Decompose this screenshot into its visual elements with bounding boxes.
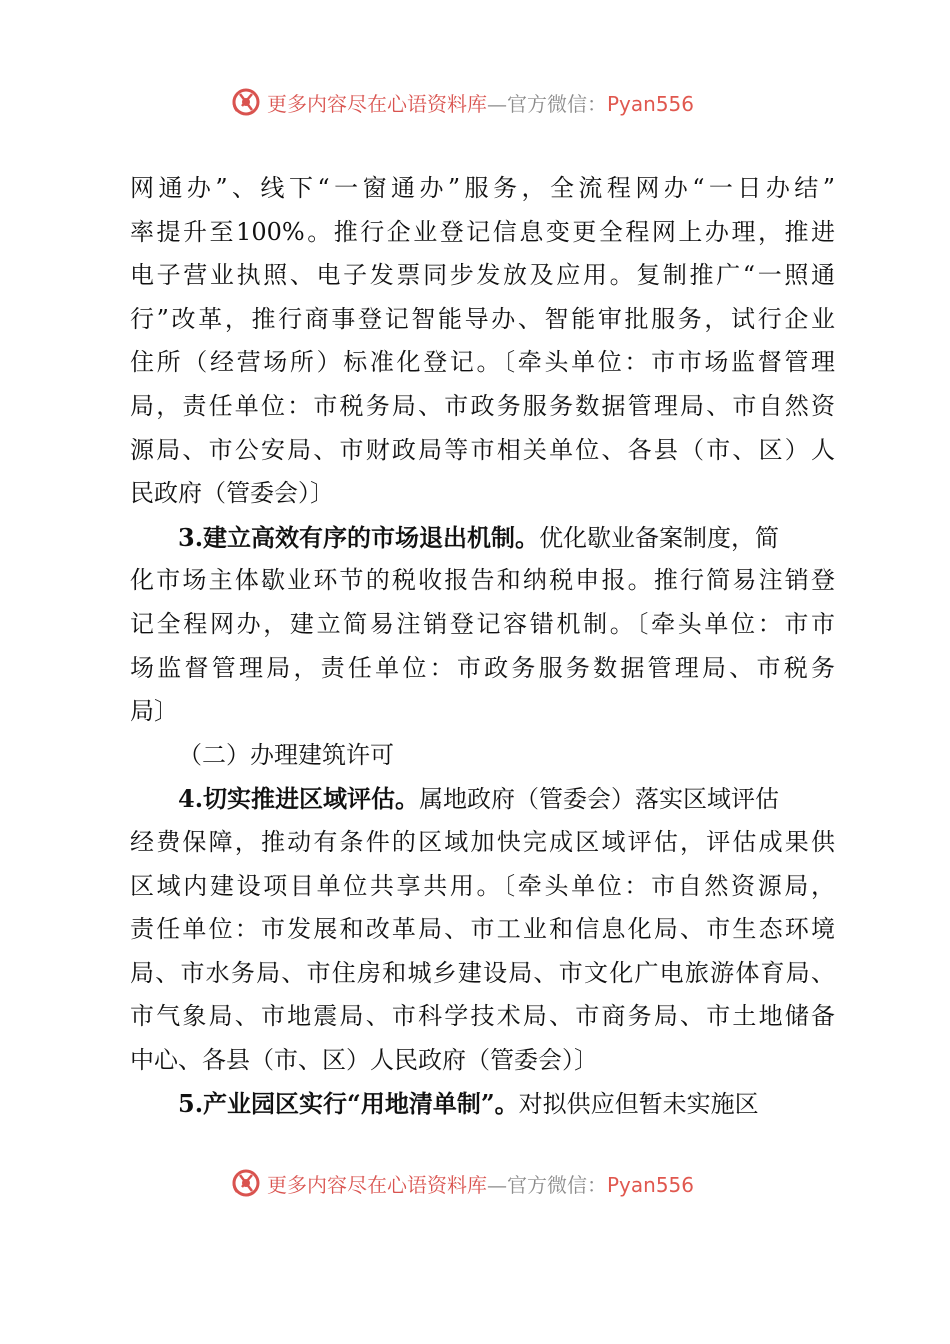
footer-banner xyxy=(0,1163,950,1203)
banner-text xyxy=(267,88,694,117)
item-4-first-line xyxy=(130,777,835,821)
text-line: 场监督管理局，责任单位：市政务服务数据管理局、市税务 xyxy=(130,653,835,682)
item-3-title: 3.建立高效有序的市场退出机制。 xyxy=(178,522,540,552)
item-4-text: 属地政府（管委会）落实区域评估 xyxy=(419,785,780,814)
text-line: 经费保障，推动有条件的区域加快完成区域评估，评估成果供 xyxy=(130,827,835,856)
text-line: 化市场主体歇业环节的税收报告和纳税申报。推行简易注销登 xyxy=(130,566,835,595)
banner-main: 更多内容尽在心语资料库 xyxy=(267,1172,487,1197)
text-line: 行”改革，推行商事登记智能导办、智能审批服务，试行企业 xyxy=(130,304,835,333)
item-5-text: 对拟供应但暂未实施区 xyxy=(518,1090,759,1119)
text-line: 局，责任单位：市税务局、市政务服务数据管理局、市自然资 xyxy=(130,391,835,420)
text-line: 记全程网办，建立简易注销登记容错机制。〔牵头单位：市市 xyxy=(130,609,835,638)
logo-icon xyxy=(229,1166,263,1200)
text-line: 局、市水务局、市住房和城乡建设局、市文化广电旅游体育局、 xyxy=(130,958,835,987)
text-line: 源局、市公安局、市财政局等市相关单位、各县（市、区）人 xyxy=(130,435,835,464)
text-line: 责任单位：市发展和改革局、市工业和信息化局、市生态环境 xyxy=(130,915,835,944)
banner-sub: —官方微信： xyxy=(487,1172,607,1197)
logo-icon xyxy=(229,85,263,119)
text-line: 中心、各县（市、区）人民政府（管委会）〕 xyxy=(130,1045,598,1074)
item-4-title: 4.切实推进区域评估。 xyxy=(178,784,420,814)
text-line: 区域内建设项目单位共享共用。〔牵头单位：市自然资源局， xyxy=(130,871,835,900)
banner-main: 更多内容尽在心语资料库 xyxy=(267,91,487,116)
banner-account: Pyan556 xyxy=(607,91,695,116)
header-banner xyxy=(0,82,950,122)
document-body xyxy=(130,167,835,1126)
text-line: 电子营业执照、电子发票同步发放及应用。复制推广“一照通 xyxy=(130,261,835,290)
text-line: 市气象局、市地震局、市科学技术局、市商务局、市土地储备 xyxy=(130,1002,835,1031)
item-3-first-line xyxy=(130,516,835,560)
text-line: 住所（经营场所）标准化登记。〔牵头单位：市市场监督管理 xyxy=(130,348,835,377)
banner-text xyxy=(267,1169,694,1198)
text-line: 局〕 xyxy=(130,697,178,726)
item-5-first-line xyxy=(130,1082,835,1126)
banner-sub: —官方微信： xyxy=(487,91,607,116)
item-3-text: 优化歇业备案制度，简 xyxy=(539,523,780,552)
banner-account: Pyan556 xyxy=(607,1172,695,1197)
text-line: 网通办”、线下“一窗通办”服务，全流程网办“一日办结” xyxy=(130,174,835,202)
text-line: 民政府（管委会）〕 xyxy=(130,479,334,508)
section-heading: （二）办理建筑许可 xyxy=(178,740,394,769)
item-5-title: 5.产业园区实行“用地清单制”。 xyxy=(178,1089,519,1119)
text-line: 率提升至100%。推行企业登记信息变更全程网上办理，推进 xyxy=(130,217,835,246)
